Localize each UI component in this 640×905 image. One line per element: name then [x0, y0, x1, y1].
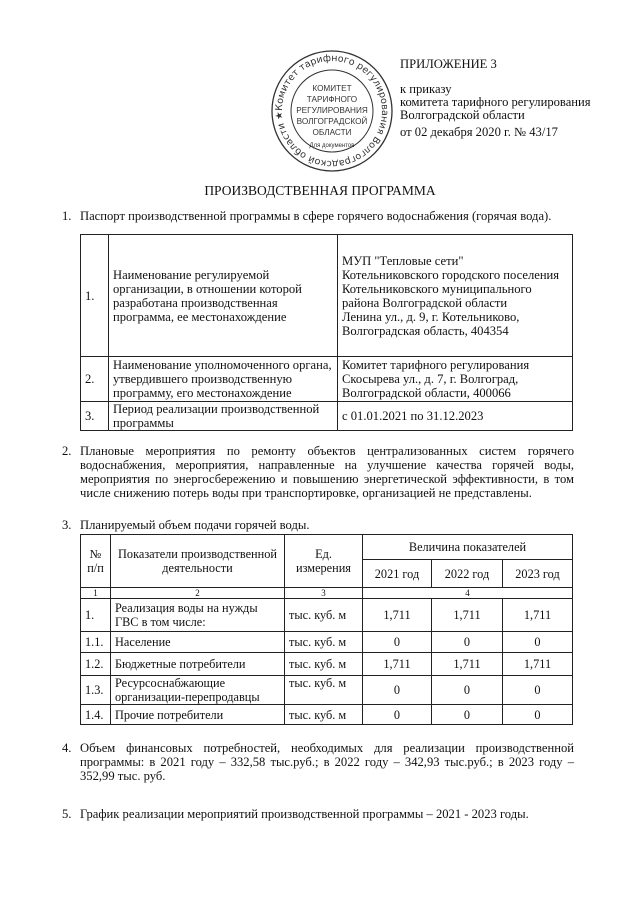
row-value — [338, 357, 573, 402]
table-row — [81, 402, 573, 431]
header-unit: Ед. измерения — [285, 535, 363, 588]
section-number: 4. — [62, 741, 72, 755]
row-name: Бюджетные потребители — [111, 653, 285, 676]
value-line: Скосырева ул., д. 7, г. Волгоград, Волгоградской области, 400066 — [342, 372, 519, 400]
value-line: Ленина ул., д. 9, г. Котельниково, Волгоградская область, 404354 — [342, 309, 520, 338]
row-name: Ресурсоснабжающие организации-перепродавцы — [111, 676, 285, 705]
order-ref-line: Волгоградской области — [400, 108, 525, 122]
row-number: 1.3. — [81, 676, 111, 705]
col-number: 2 — [111, 588, 285, 599]
table-row — [81, 705, 573, 725]
section-number: 1. — [62, 209, 72, 223]
value-line: Комитет тарифного регулирования — [342, 358, 530, 372]
page-title: ПРОИЗВОДСТВЕННАЯ ПРОГРАММА — [204, 183, 436, 198]
svg-text:ВОЛГОГРАДСКОЙ: ВОЛГОГРАДСКОЙ — [296, 117, 368, 126]
section-number: 3. — [62, 518, 72, 532]
row-value: 1,711 — [432, 599, 503, 632]
value-line: МУП "Тепловые сети" — [342, 253, 464, 268]
svg-text:Комитет тарифного регулировани: Комитет тарифного регулирования Волгоградской области ★ — [273, 52, 391, 170]
table-row — [81, 599, 573, 632]
row-value: 0 — [503, 705, 573, 725]
volume-table — [80, 534, 573, 725]
svg-text:КОМИТЕТ: КОМИТЕТ — [312, 84, 352, 93]
section-text: Планируемый объем подачи горячей воды. — [80, 518, 310, 532]
row-unit: тыс. куб. м — [285, 599, 363, 632]
section-3 — [62, 518, 574, 532]
row-value — [338, 235, 573, 357]
row-number: 1.1. — [81, 632, 111, 653]
svg-text:Для документов: Для документов — [309, 143, 355, 149]
row-number: 1. — [81, 599, 111, 632]
row-label: Наименование регулируемой организации, в отношении которой разработана производственная программа, ее местонахождение — [109, 235, 338, 357]
row-label: Период реализации производственной программы — [109, 402, 338, 431]
header-year: 2021 год — [363, 560, 432, 588]
row-value: 1,711 — [363, 653, 432, 676]
table-row — [81, 676, 573, 705]
header-year: 2022 год — [432, 560, 503, 588]
value-line: Котельниковского городского поселения Котельниковского муниципального района Волгоградской области — [342, 267, 560, 310]
row-value: 0 — [363, 632, 432, 653]
col-number: 3 — [285, 588, 363, 599]
section-number: 2. — [62, 444, 72, 458]
row-name: Прочие потребители — [111, 705, 285, 725]
svg-text:ОБЛАСТИ: ОБЛАСТИ — [312, 128, 352, 137]
header-num: № п/п — [81, 535, 111, 588]
header-row — [81, 535, 573, 560]
appendix-label: ПРИЛОЖЕНИЕ 3 — [400, 57, 497, 71]
section-number: 5. — [62, 807, 72, 821]
section-text: Объем финансовых потребностей, необходимых для реализации производственной программы: в 2021 году – 332,58 тыс.руб.; в 2022 году – 342,93 тыс.руб.; в 2023 году – 352,99 тыс. руб. — [80, 741, 574, 783]
section-2 — [62, 444, 574, 500]
row-number: 1.2. — [81, 653, 111, 676]
row-name: Реализация воды на нужды ГВС в том числе: — [111, 599, 285, 632]
row-value: 0 — [503, 676, 573, 705]
row-unit: тыс. куб. м — [285, 705, 363, 725]
column-number-row — [81, 588, 573, 599]
document-body — [62, 183, 574, 821]
order-ref-line: комитета тарифного регулирования — [400, 95, 591, 109]
section-text: График реализации мероприятий производственной программы – 2021 - 2023 годы. — [80, 807, 529, 821]
row-value: 1,711 — [432, 653, 503, 676]
order-ref-line: к приказу — [400, 82, 452, 96]
order-date: от 02 декабря 2020 г. № 43/17 — [400, 125, 558, 139]
svg-text:ТАРИФНОГО: ТАРИФНОГО — [306, 95, 358, 104]
row-value: с 01.01.2021 по 31.12.2023 — [338, 402, 573, 431]
section-text: Плановые мероприятия по ремонту объектов централизованных систем горячего водоснабжения, мероприятия, направленные на улучшение качества горячей воды, мероприятия по энергосбережению и повышению энергетической эффективности, в том числе снижению потерь воды при транспортировке, организацией не представлены. — [80, 444, 574, 500]
official-stamp — [270, 49, 394, 173]
row-number: 1.4. — [81, 705, 111, 725]
row-value: 1,711 — [363, 599, 432, 632]
section-4 — [62, 741, 574, 783]
section-1 — [62, 209, 574, 223]
header-indicator: Показатели производственной деятельности — [111, 535, 285, 588]
header-year: 2023 год — [503, 560, 573, 588]
svg-text:РЕГУЛИРОВАНИЯ: РЕГУЛИРОВАНИЯ — [296, 106, 368, 115]
table-row — [81, 357, 573, 402]
row-value: 0 — [432, 705, 503, 725]
row-number: 2. — [81, 357, 109, 402]
table-row — [81, 235, 573, 357]
col-number: 4 — [363, 588, 573, 599]
row-unit: тыс. куб. м — [285, 632, 363, 653]
row-value: 0 — [503, 632, 573, 653]
row-value: 0 — [363, 705, 432, 725]
row-value: 0 — [363, 676, 432, 705]
table-row — [81, 632, 573, 653]
row-label: Наименование уполномоченного органа, утвердившего производственную программу, его местонахождение — [109, 357, 338, 402]
row-value: 0 — [432, 676, 503, 705]
row-unit: тыс. куб. м — [285, 676, 363, 705]
row-value: 1,711 — [503, 599, 573, 632]
passport-table — [80, 234, 573, 431]
table-row — [81, 653, 573, 676]
section-text: Паспорт производственной программы в сфере горячего водоснабжения (горячая вода). — [80, 209, 552, 223]
row-number: 3. — [81, 402, 109, 431]
row-unit: тыс. куб. м — [285, 653, 363, 676]
row-name: Население — [111, 632, 285, 653]
row-number: 1. — [81, 235, 109, 357]
row-value: 1,711 — [503, 653, 573, 676]
row-value: 0 — [432, 632, 503, 653]
header-values: Величина показателей — [363, 535, 573, 560]
col-number: 1 — [81, 588, 111, 599]
section-5 — [62, 807, 574, 821]
